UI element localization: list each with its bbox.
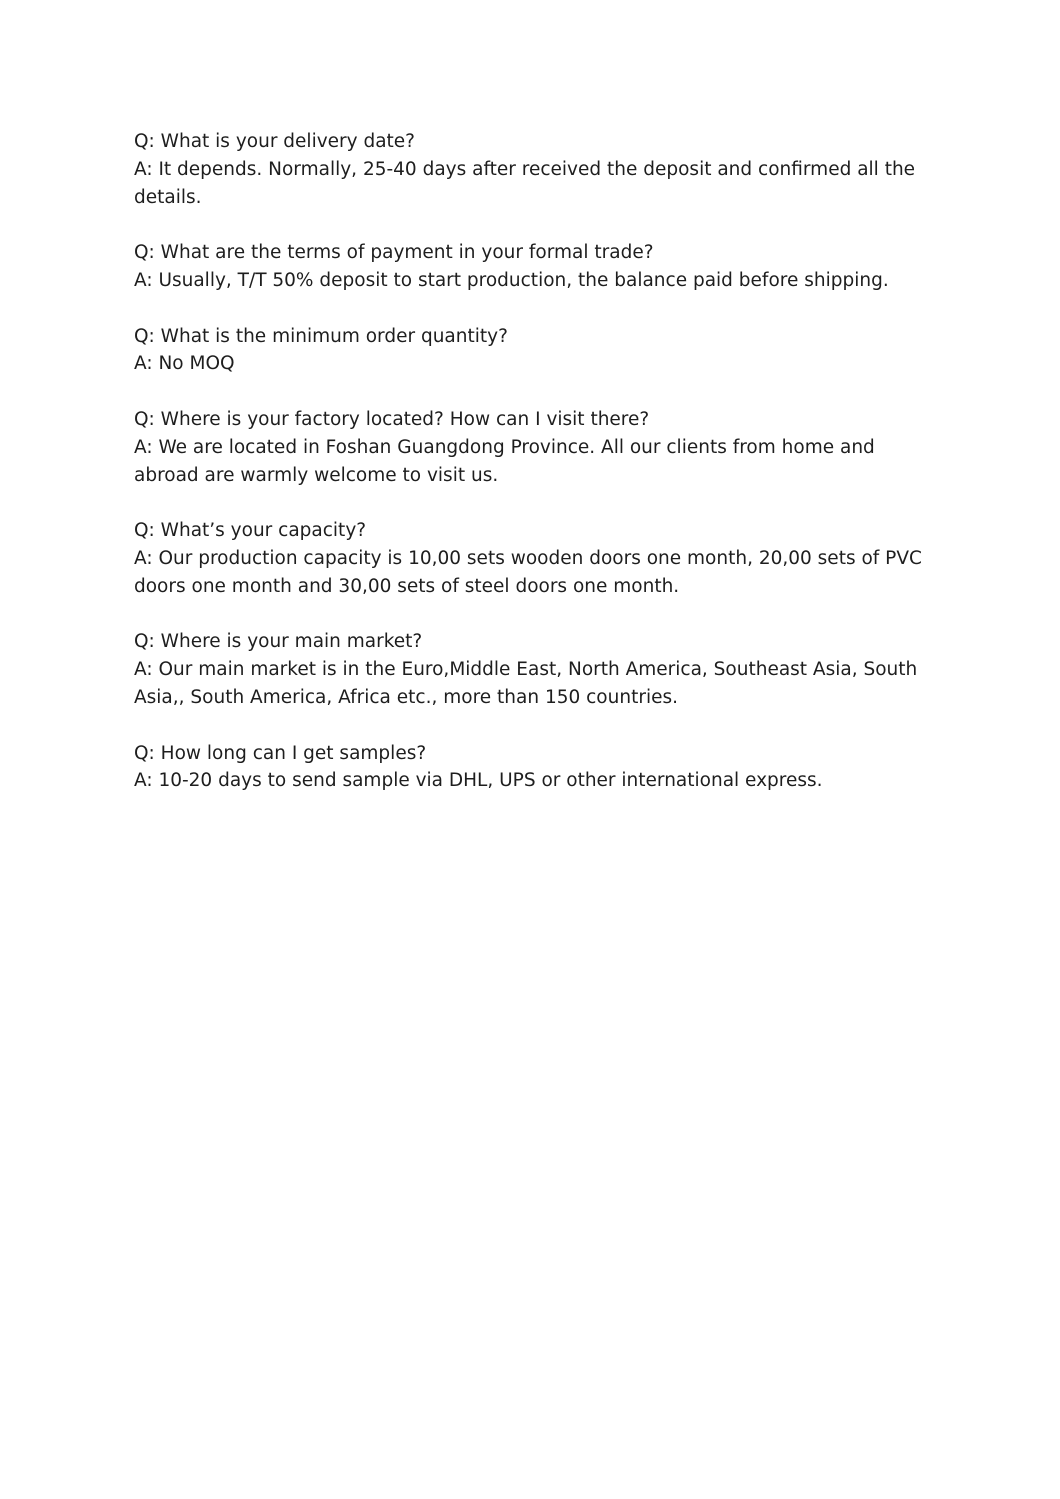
faq-question: Q: What is your delivery date? [134, 131, 416, 152]
faq-question: Q: How long can I get samples? [134, 742, 427, 764]
faq-item-samples [134, 740, 934, 796]
faq-item-factory-location [134, 406, 934, 489]
faq-item-delivery-date [134, 128, 934, 211]
faq-answer: A: It depends. Normally, 25-40 days after received the deposit and confirmed all the details. [134, 158, 916, 208]
faq-answer: A: We are located in Foshan Guangdong Province. All our clients from home and abroad are warmly welcome to visit us. [134, 436, 875, 486]
faq-answer: A: Usually, T/T 50% deposit to start production, the balance paid before shipping. [134, 269, 889, 291]
faq-item-payment-terms [134, 239, 934, 295]
faq-question: Q: Where is your factory located? How can I visit there? [134, 408, 650, 430]
faq-question: Q: What’s your capacity? [134, 520, 367, 542]
faq-answer: A: No MOQ [134, 353, 235, 375]
faq-question: Q: Where is your main market? [134, 631, 423, 653]
faq-item-capacity [134, 517, 934, 600]
faq-question: Q: What are the terms of payment in your formal trade? [134, 242, 654, 264]
faq-answer: A: Our main market is in the Euro,Middle East, North America, Southeast Asia, South Asia,, South America, Africa etc., more than 150 countries. [134, 659, 918, 708]
faq-item-main-market [134, 628, 934, 711]
faq-list [134, 128, 934, 823]
faq-item-minimum-order [134, 323, 934, 379]
faq-answer: A: 10-20 days to send sample via DHL, UPS or other international express. [134, 770, 823, 792]
faq-question: Q: What is the minimum order quantity? [134, 325, 508, 347]
faq-answer: A: Our production capacity is 10,00 sets wooden doors one month, 20,00 sets of PVC doors one month and 30,00 sets of steel doors one month. [134, 547, 922, 597]
